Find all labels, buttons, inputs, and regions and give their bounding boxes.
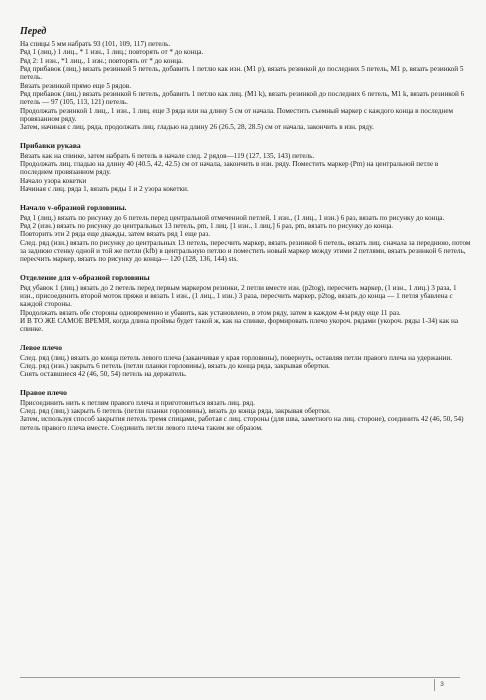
intro-paragraph: Продолжать резинкой 1 лиц., 1 изн., 1 лиц. еще 3 ряда или на длину 5 см от начала. Поместить съемный маркер с каждого конца в последнем провязанном ряду.: [20, 106, 454, 124]
section-paragraph: Затем, используя способ закрытия петель тремя спицами, работая с лиц. стороны (для шва, заметного на лиц. стороне), соединить 42 (46, 50, 54) петель правого плеча вместе. Соединить петли левого плеча таким же образом.: [20, 415, 464, 432]
section-paragraph: След. ряд (лиц.) вязать до конца петель левого плеча (заканчивая у края горловины), повернуть, оставляя петли правого плеча на удержании.: [20, 353, 453, 362]
intro-block: [20, 40, 472, 132]
section-paragraph: След. ряд (изн.) вязать по рисунку до центральных 13 петель, пересчить маркер, вязать резинкой 6 петель, вязать лиц. сначала за переднюю, потом за заднюю стенку одной и той же петли (kfb) в центральную петлю и поместить новый маркер между этими 2 петлями, вязать резинкой 6 петель, пересчить маркер, вязать по рисунку до конца— 120 (128, 136, 144) sts.: [20, 238, 471, 264]
document-content: [20, 26, 472, 432]
section-paragraph: Ряд 1 (лиц.) вязать по рисунку до 6 петель перед центральной отмеченной петлей, 1 изн., (1 лиц., 1 изн.) 6 раз, вязать по рисунку до конца.: [20, 213, 445, 222]
intro-paragraph: Затем, начиная с лиц. ряда, продолжать лиц. гладью на длину 26 (26.5, 28, 28.5) см от начала, закончить в изн. ряду.: [20, 123, 374, 132]
section-paragraph: Вязать как на спинке, затем набрать 6 петель в начале след. 2 рядов—119 (127, 135, 143) петель.: [20, 151, 315, 160]
section-paragraph: Снять оставшиеся 42 (46, 50, 54) петель на держатель.: [20, 370, 187, 379]
section-heading: Начало v-образной горловины.: [20, 202, 127, 212]
section-v-neck-start: [20, 203, 472, 264]
intro-paragraph: Ряд прибавок (лиц.) вязать резинкой 6 петель, добавить 1 петлю как лиц. (M1 k), вязать резинкой до последних 6 петель, M1 k, вязать резинкой 6 петель — 97 (105, 113, 121) петель.: [20, 90, 465, 107]
section-paragraph: Присоединить нить к петлям правого плеча и приготовиться вязать лиц. ряд.: [20, 398, 255, 407]
section-paragraph: Начало узора кокетки: [20, 176, 87, 185]
intro-paragraph: Ряд прибавок (лиц.) вязать резинкой 5 петель, добавить 1 петлю как изн. (M1 p), вязать резинкой до последних 5 петель, M1 p, вязать резинкой 5 петель.: [20, 65, 464, 82]
section-paragraph: Ряд убавок 1 (лиц.) вязать до 2 петель перед первым маркером резинки, 2 петли вместе изн. (p2tog), пересчить маркер, (1 изн., 1 лиц.) 3 раза, 1 изн., присоединить второй моток пряжи и вязать 1 изн., (1 лиц., 1 изн.) 3 раза, пересчить маркер, p2tog, вязать до конца — 1 петля убавлена с каждой стороны.: [20, 283, 457, 309]
section-paragraph: Продолжать вязать обе стороны одновременно и убавить, как установлено, в этом ряду, затем в каждом 4-м ряду еще 11 раз.: [20, 308, 401, 317]
footer-divider: [20, 677, 460, 678]
page-number: 3: [434, 679, 449, 691]
intro-paragraph: Ряд 1 (лиц.) 1 лиц., * 1 изн., 1 лиц.; повторять от * до конца.: [20, 48, 204, 57]
section-paragraph: И В ТО ЖЕ САМОЕ ВРЕМЯ, когда длина проймы будет такой ж, как на спинке, формировать плечо укороч. рядами (укороч. ряды 1-34) как на спинке.: [20, 316, 459, 334]
section-left-shoulder: [20, 343, 472, 379]
section-paragraph: След. ряд (лиц.) закрыть 6 петель (петли планки горловины), вязать до конца ряда, закрывая обертки.: [20, 407, 331, 415]
intro-paragraph: Ряд 2: 1 изн., *1 лиц., 1 изн.; повторять от * до конца.: [20, 56, 184, 65]
intro-paragraph: На спицы 5 мм набрать 93 (101, 109, 117) петель.: [20, 40, 171, 48]
section-paragraph: Повторить эти 2 ряда еще дважды, затем вязать ряд 1 еще раз.: [20, 230, 211, 239]
section-v-neck-division: [20, 273, 472, 334]
section-heading: Прибавки рукава: [20, 140, 81, 150]
section-heading: Левое плечо: [20, 342, 62, 352]
section-paragraph: Начиная с лиц. ряда 1, вязать ряды 1 и 2 узора кокетки.: [20, 185, 189, 194]
section-paragraph: След. ряд (изн.) закрыть 6 петель (петли планки горловины), вязать до конца ряда, закрывая обертки.: [20, 361, 330, 370]
intro-paragraph: Вязать резинкой прямо еще 5 рядов.: [20, 81, 132, 90]
page-title: Перед: [20, 26, 47, 37]
section-heading: Правое плечо: [20, 387, 67, 397]
section-sleeve-increases: [20, 141, 472, 194]
section-heading: Отделение для v-образной горловины: [20, 272, 150, 282]
section-right-shoulder: [20, 388, 472, 432]
section-paragraph: Ряд 2 (изн.) вязать по рисунку до центральных 13 петель, pm, 1 лиц. [1 изн., 1 лиц.] 6 раз, pm, вязать по рисунку до конца.: [20, 221, 394, 230]
section-paragraph: Продолжать лиц. гладью на длину 40 (40.5, 42, 42.5) см от начала, закончить в изн. ряду. Поместить маркер (Pm) на центральной петле в последнем провязанном ряду.: [20, 160, 439, 177]
